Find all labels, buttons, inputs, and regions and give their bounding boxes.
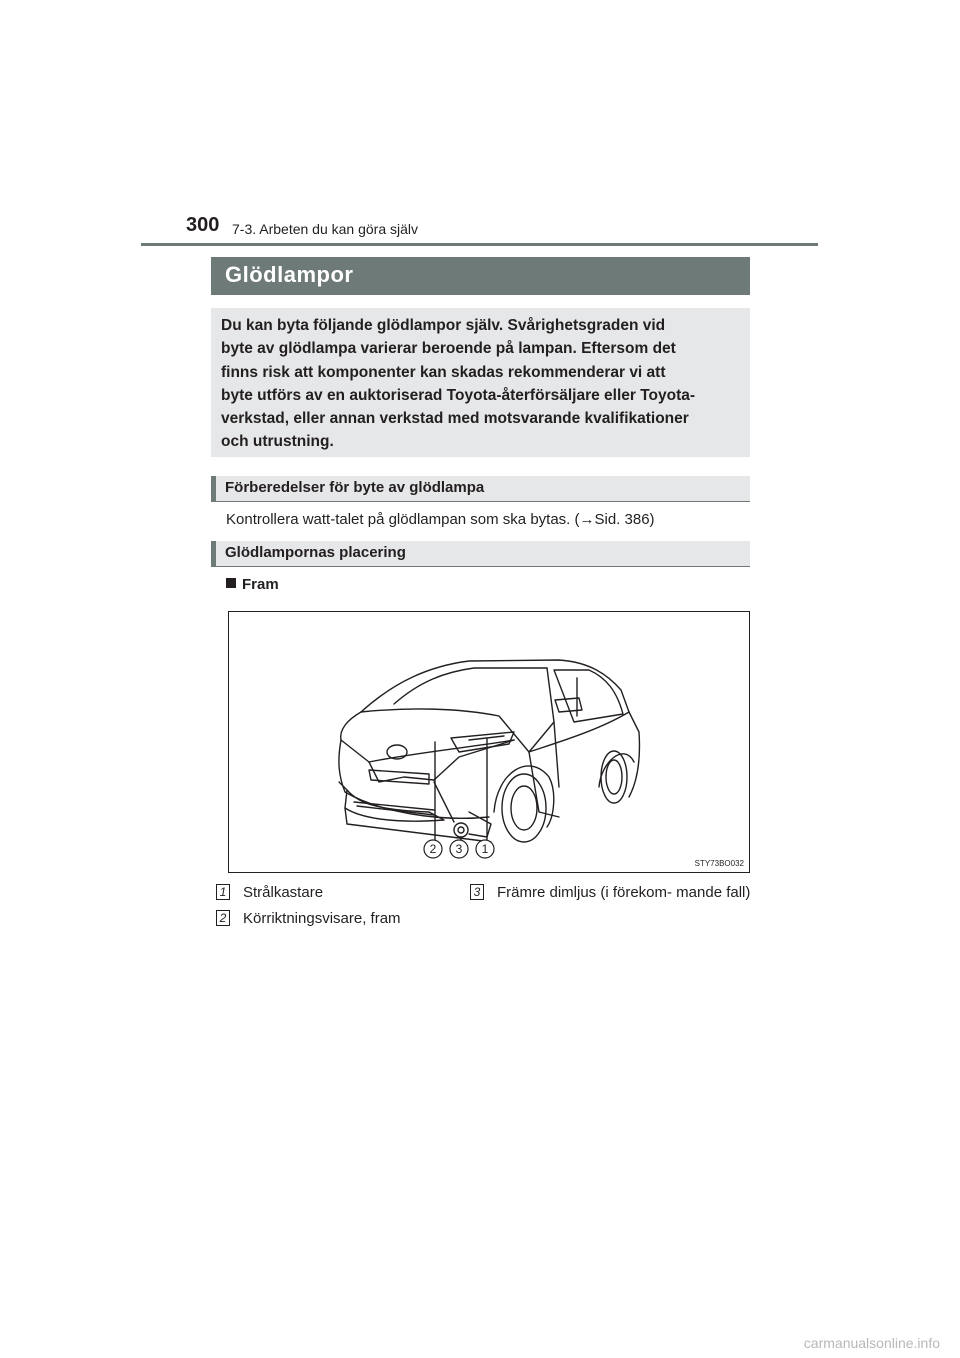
intro-line: finns risk att komponenter kan skadas rekommenderar vi att (221, 363, 666, 381)
intro-line: Du kan byta följande glödlampor själv. Svårighetsgraden vid (221, 317, 666, 334)
subheading-preparation (211, 476, 750, 502)
callout-2: 2 (429, 842, 437, 856)
intro-box (211, 308, 750, 457)
callout-1: 1 (481, 842, 489, 856)
legend-text: Körriktningsvisare, fram (243, 910, 401, 927)
intro-line: byte utförs av en auktoriserad Toyota-återförsäljare eller Toyota- (221, 386, 696, 404)
intro-line: verkstad, eller annan verkstad med motsvarande kvalifikationer (221, 410, 689, 428)
section-front (226, 576, 279, 593)
legend-number: 1 (216, 884, 230, 900)
figure-code: STY73BO032 (694, 859, 744, 868)
preparation-text: Kontrollera watt-talet på glödlampan som ska bytas. (→Sid. 386) (226, 511, 655, 528)
footer-watermark: carmanualsonline.info (803, 1335, 940, 1351)
subheading-text: Förberedelser för byte av glödlampa (225, 479, 485, 496)
legend-number: 2 (216, 910, 230, 926)
section-front-label: Fram (242, 576, 279, 593)
header-rule (141, 243, 818, 246)
section-title: Glödlampor (225, 262, 354, 287)
legend-text: Främre dimljus (i förekom- mande fall) (497, 884, 751, 901)
subheading-placement (211, 541, 750, 567)
car-illustration (229, 612, 749, 872)
chapter-title: 7-3. Arbeten du kan göra själv (232, 221, 419, 237)
intro-line: byte av glödlampa varierar beroende på lampan. Eftersom det (221, 340, 676, 358)
callout-3: 3 (455, 842, 463, 856)
page-number: 300 (186, 214, 220, 236)
intro-line: och utrustning. (221, 433, 334, 451)
subheading-text: Glödlampornas placering (225, 544, 406, 561)
square-bullet-icon (226, 578, 236, 588)
legend-number: 3 (470, 884, 484, 900)
legend-text: Strålkastare (243, 884, 324, 901)
section-title-bar (211, 257, 750, 295)
car-figure (228, 611, 750, 873)
